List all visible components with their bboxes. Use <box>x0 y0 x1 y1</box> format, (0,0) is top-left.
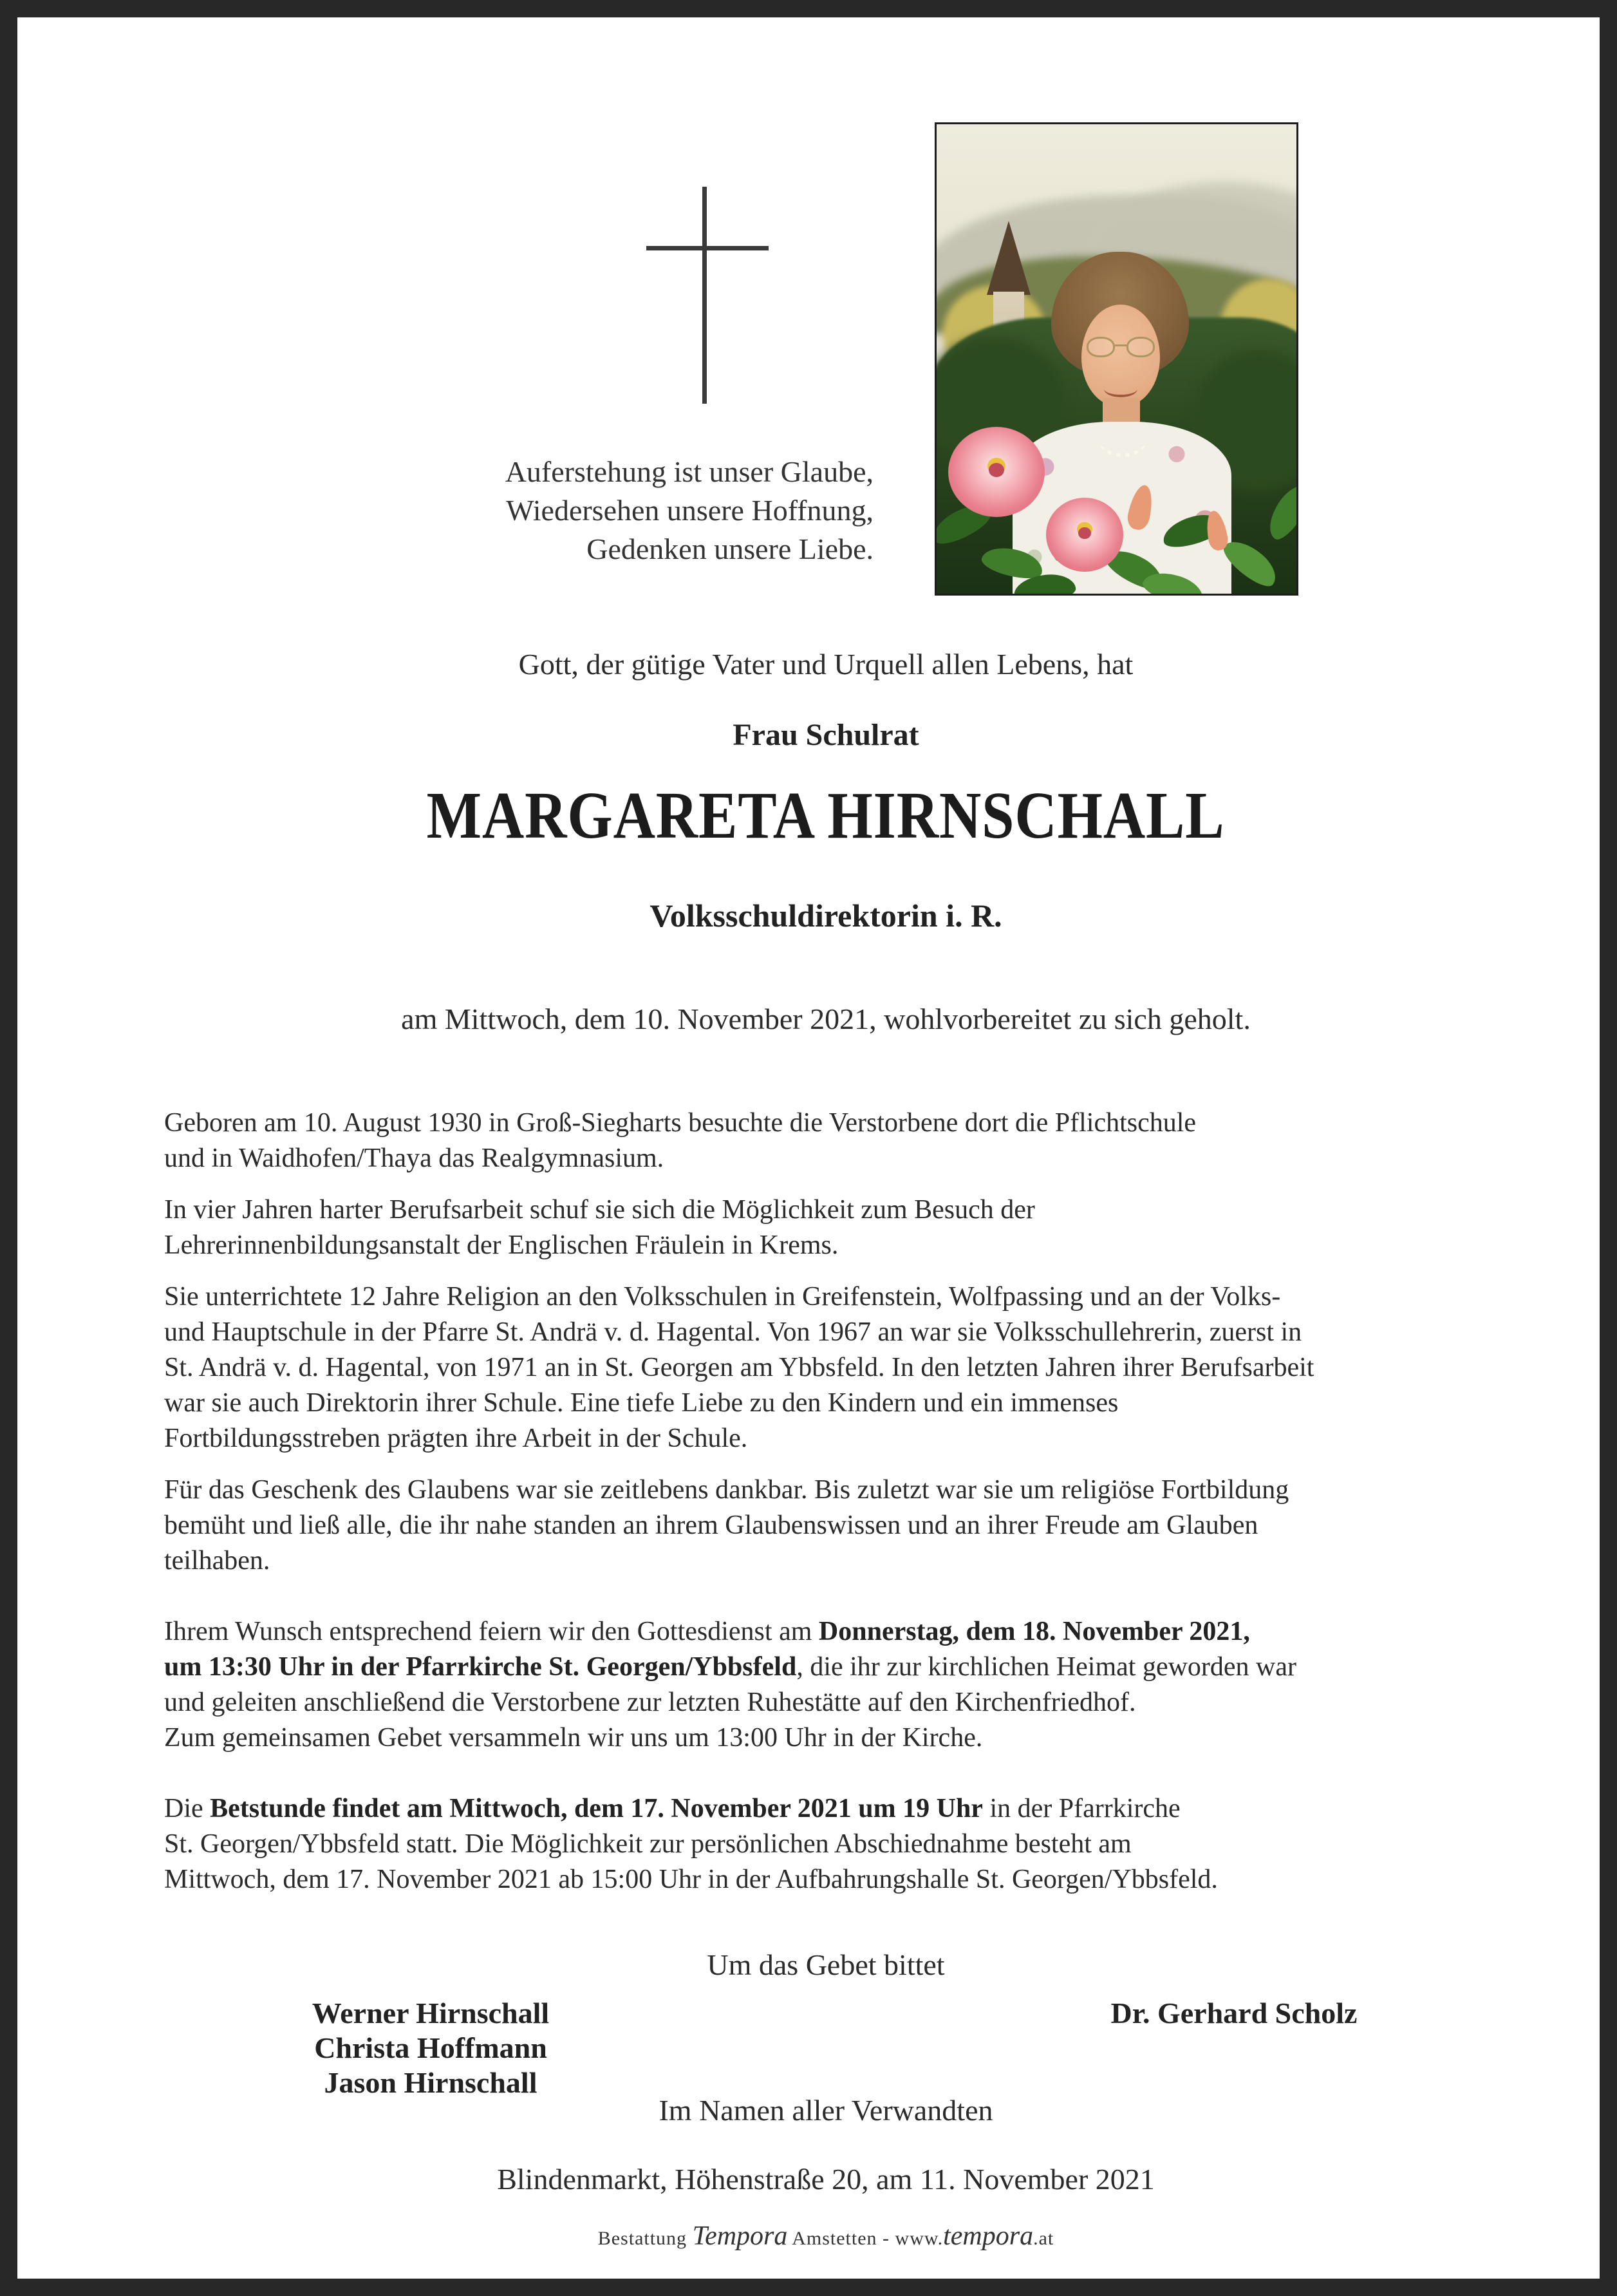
text-line <box>164 1141 1506 1176</box>
place-date-line: Blindenmarkt, Höhenstraße 20, am 11. November 2021 <box>497 2163 1155 2196</box>
funeral-home-line <box>17 2221 1617 2254</box>
cross-vertical-bar <box>702 187 707 404</box>
funeral-home-url-logo-text: tempora <box>943 2221 1034 2251</box>
text-run: und in Waidhofen/Thaya das Realgymnasium. <box>164 1143 664 1173</box>
deceased-role: Volksschuldirektorin i. R. <box>650 898 1002 934</box>
text-run-bold: Betstunde findet am Mittwoch, dem 17. November 2021 um 19 Uhr <box>210 1794 983 1823</box>
text-content <box>17 645 1617 2254</box>
text-run: Ihrem Wunsch entsprechend feiern wir den Gottesdienst am <box>164 1617 819 1646</box>
text-line <box>164 1192 1506 1228</box>
glasses-bridge <box>1115 344 1126 346</box>
relatives-line: Im Namen aller Verwandten <box>659 2094 993 2127</box>
text-run: Sie unterrichtete 12 Jahre Religion an den Volksschulen in Greifenstein, Wolfpassing und an der Volks- <box>164 1282 1281 1312</box>
text-run: Zum gemeinsamen Gebet versammeln wir uns um 13:00 Uhr in der Kirche. <box>164 1723 983 1753</box>
honorific-title: Frau Schulrat <box>733 718 919 752</box>
text-run: und Hauptschule in der Pfarre St. Andrä v. d. Hagental. Von 1967 an war sie Volksschullehrerin, zuerst in <box>164 1317 1302 1347</box>
text-run: Die <box>164 1794 210 1823</box>
text-line <box>164 1685 1506 1720</box>
text-line <box>164 1862 1506 1897</box>
mourner-name: Christa Hoffmann <box>314 2031 547 2064</box>
text-run: Geboren am 10. August 1930 in Groß-Siegharts besuchte die Verstorbene dort die Pflichtschule <box>164 1108 1197 1138</box>
portrait-photo <box>935 122 1298 596</box>
paragraph-birth-education <box>164 1106 1506 1176</box>
cross-horizontal-bar <box>646 246 769 250</box>
text-line <box>164 1228 1506 1263</box>
funeral-home-logo-text: Tempora <box>692 2221 788 2251</box>
text-line <box>164 1791 1506 1827</box>
woman-smile <box>1104 381 1137 397</box>
motto <box>230 453 874 569</box>
text-run: Lehrerinnenbildungsanstalt der Englischen Fräulein in Krems. <box>164 1230 839 1260</box>
deceased-name: MARGARETA HIRNSCHALL <box>427 778 1225 852</box>
mourners-family-column <box>165 1996 696 2100</box>
text-run: Mittwoch, dem 17. November 2021 ab 15:00 Uhr in der Aufbahrungshalle St. Georgen/Ybbsfeld. <box>164 1865 1218 1894</box>
paragraph-training <box>164 1192 1506 1263</box>
motto-line: Wiedersehen unsere Hoffnung, <box>506 494 874 527</box>
text-run-bold: um 13:30 Uhr in der Pfarrkirche St. Georgen/Ybbsfeld <box>164 1652 797 1682</box>
text-line <box>164 1106 1506 1141</box>
obituary-body <box>164 1106 1506 1897</box>
text-line <box>164 1720 1506 1756</box>
text-line <box>164 1508 1506 1543</box>
prayer-request-heading: Um das Gebet bittet <box>707 1948 945 1981</box>
text-run: bemüht und ließ alle, die ihr nahe standen an ihrem Glaubenswissen und an ihrer Freude am Glauben <box>164 1510 1258 1540</box>
mourner-name: Jason Hirnschall <box>324 2066 537 2099</box>
text-line <box>164 1473 1506 1508</box>
text-line <box>164 1386 1506 1421</box>
text-run: , die ihr zur kirchlichen Heimat geworden war <box>796 1652 1297 1682</box>
hibiscus-flower <box>1046 498 1123 572</box>
text-line <box>164 1543 1506 1579</box>
pearl-necklace <box>1098 419 1148 457</box>
woman-glasses <box>1087 337 1156 359</box>
text-run: war sie auch Direktorin ihrer Schule. Eine tiefe Liebe zu den Kindern und ein immenses <box>164 1388 1119 1418</box>
text-line <box>164 1421 1506 1456</box>
text-run-bold: Donnerstag, dem 18. November 2021, <box>818 1617 1250 1646</box>
text-run: Amstetten - www. <box>787 2228 944 2249</box>
text-line <box>164 1827 1506 1862</box>
text-line <box>164 1279 1506 1315</box>
text-run: Fortbildungsstreben prägten ihre Arbeit in der Schule. <box>164 1424 748 1453</box>
death-date-line: am Mittwoch, dem 10. November 2021, wohlvorbereitet zu sich geholt. <box>401 1002 1251 1035</box>
text-line <box>164 1315 1506 1350</box>
motto-line: Auferstehung ist unser Glaube, <box>505 455 874 488</box>
text-run: in der Pfarrkirche <box>982 1794 1181 1823</box>
text-run: Für das Geschenk des Glaubens war sie zeitlebens dankbar. Bis zuletzt war sie um religiöse Fortbildung <box>164 1475 1289 1505</box>
text-run: Bestattung <box>597 2228 693 2249</box>
text-run: .at <box>1033 2228 1054 2249</box>
mourner-name: Dr. Gerhard Scholz <box>1110 1997 1358 2029</box>
deceased-name-row <box>17 776 1617 875</box>
text-line <box>164 1614 1506 1650</box>
glasses-lens-right <box>1126 337 1155 357</box>
mourner-name: Werner Hirnschall <box>312 1997 550 2029</box>
photo-church-steeple <box>987 221 1031 295</box>
paragraph-funeral-service <box>164 1614 1506 1756</box>
paragraph-faith <box>164 1473 1506 1579</box>
text-line <box>164 1350 1506 1386</box>
paragraph-career <box>164 1279 1506 1456</box>
text-run: St. Georgen/Ybbsfeld statt. Die Möglichkeit zur persönlichen Abschiednahme besteht am <box>164 1829 1132 1859</box>
intro-line: Gott, der gütige Vater und Urquell allen Lebens, hat <box>518 648 1134 681</box>
text-run: In vier Jahren harter Berufsarbeit schuf sie sich die Möglichkeit zum Besuch der <box>164 1195 1035 1225</box>
glasses-lens-left <box>1087 337 1115 357</box>
hibiscus-flower <box>948 427 1045 517</box>
mourners-row <box>17 1996 1617 2099</box>
text-run: St. Andrä v. d. Hagental, von 1971 an in St. Georgen am Ybbsfeld. In den letzten Jahren ihrer Berufsarbeit <box>164 1353 1314 1382</box>
motto-line: Gedenken unsere Liebe. <box>586 532 874 565</box>
text-run: teilhaben. <box>164 1546 270 1576</box>
paragraph-prayer-hour <box>164 1791 1506 1897</box>
mourner-priest-column <box>1022 1996 1446 2031</box>
text-run: und geleiten anschließend die Verstorbene zur letzten Ruhestätte auf den Kirchenfriedhof. <box>164 1688 1136 1717</box>
text-line <box>164 1650 1506 1685</box>
